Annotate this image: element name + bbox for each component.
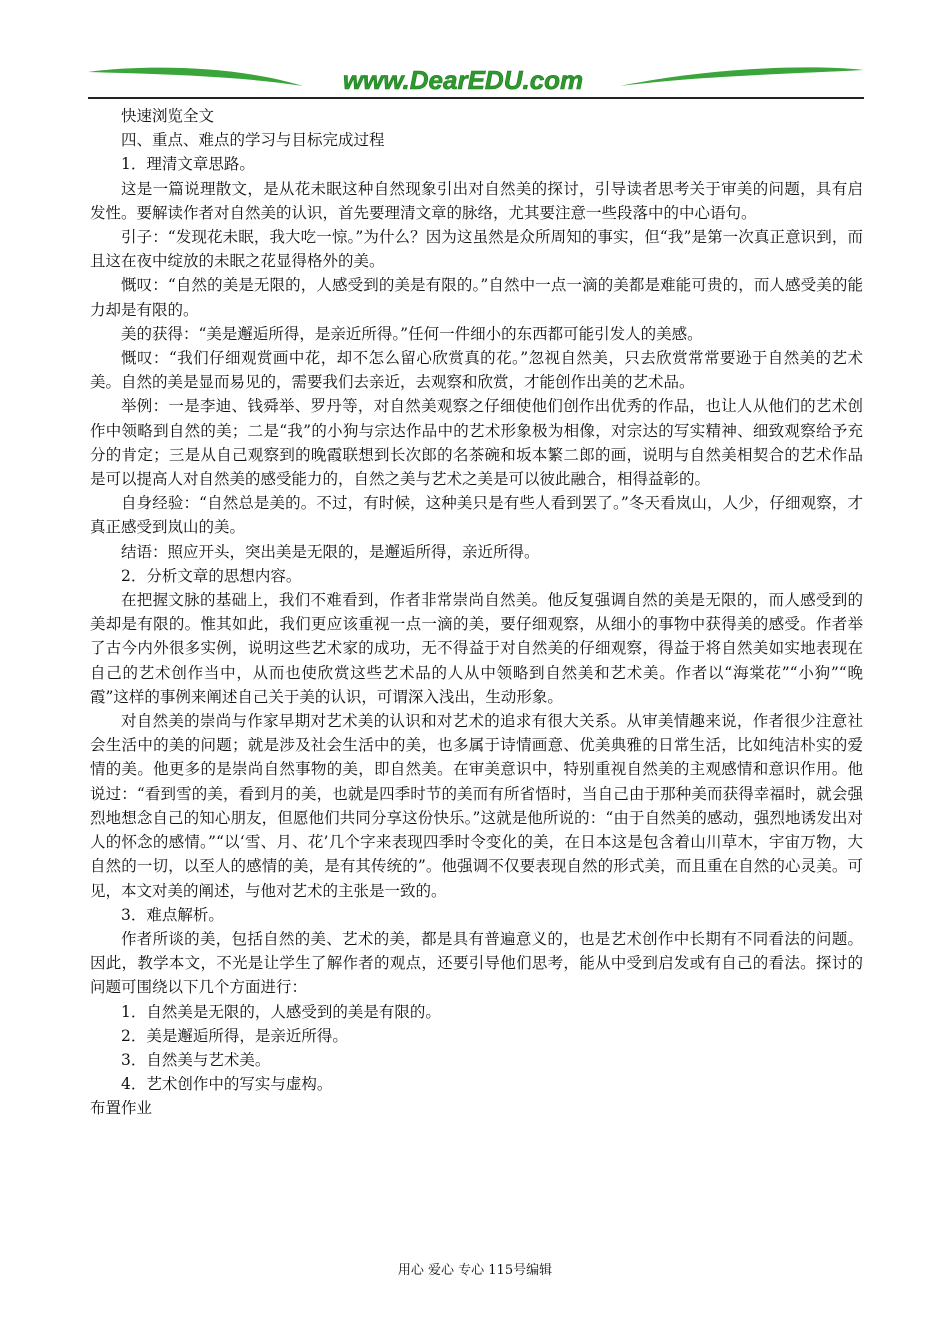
paragraph: 结语：照应开头，突出美是无限的，是邂逅所得，亲近所得。 (121, 542, 540, 561)
header-rule (88, 97, 864, 99)
list-item: 2．美是邂逅所得，是亲近所得。 (121, 1026, 348, 1045)
section-heading: 四、重点、难点的学习与目标完成过程 (121, 131, 385, 150)
subheading-1: 1．理清文章思路。 (121, 155, 255, 174)
paragraph: 对自然美的崇尚与作家早期对艺术美的认识和对艺术的追求有很大关系。从审美情趣来说，作者很少注意社会生活中的美的问题；就是涉及社会生活中的美，也多属于诗情画意、优美典雅的日常生活，比如纯洁朴实的爱情的美。他更多的是崇尚自然事物的美，即自然美。在审美意识中，特别重视自然美的主观感情和意识作用。他说过：“看到雪的美，看到月的美，也就是四季时节的美而有所省悟时，当自己由于那种美而获得幸福时，就会强烈地想念自己的知心朋友，但愿他们共同分享这份快乐。”这就是他所说的：“由于自然美的感动，强烈地诱发出对人的怀念的感情。”“以‘雪、月、花’几个字来表现四季时令变化的美，在日本这是包含着山川草木，宇宙万物，大自然的一切，以至人的感情的美，是有其传统的”。他强调不仅要表现自然的形式美，而且重在自然的心灵美。可见，本文对美的阐述，与他对艺术的主张是一致的。 (90, 712, 863, 900)
paragraph: 慨叹：“我们仔细观赏画中花，却不怎么留心欣赏真的花。”忽视自然美，只去欣赏常常要逊于自然美的艺术美。自然的美是显而易见的，需要我们去亲近，去观察和欣赏，才能创作出美的艺术品。 (90, 349, 863, 392)
logo-text: www.DearEDU.com (342, 65, 584, 95)
paragraph: 引子：“发现花未眠，我大吃一惊。”为什么？因为这虽然是众所周知的事实，但“我”是第一次真正意识到，而且这在夜中绽放的未眠之花显得格外的美。 (90, 228, 863, 271)
left-swoosh (88, 68, 303, 86)
list-item: 4．艺术创作中的写实与虚构。 (121, 1075, 333, 1094)
heading-homework: 布置作业 (90, 1099, 153, 1118)
subheading-3: 3．难点解析。 (121, 905, 224, 924)
site-logo-banner (88, 58, 864, 98)
right-swoosh (620, 67, 864, 86)
paragraph: 这是一篇说理散文，是从花未眠这种自然现象引出对自然美的探讨，引导读者思考关于审美的问题，具有启发性。要解读作者对自然美的认识，首先要理清文章的脉络，尤其要注意一些段落中的中心语句。 (90, 179, 863, 222)
list-item: 1．自然美是无限的，人感受到的美是有限的。 (121, 1002, 441, 1021)
paragraph: 美的获得：“美是邂逅所得，是亲近所得。”任何一件细小的东西都可能引发人的美感。 (121, 324, 703, 343)
page-footer: 用心 爱心 专心 115号编辑 (397, 1263, 553, 1278)
document-body (90, 104, 863, 1121)
list-item: 3．自然美与艺术美。 (121, 1050, 271, 1069)
subheading-2: 2．分析文章的思想内容。 (121, 566, 302, 585)
paragraph: 在把握文脉的基础上，我们不难看到，作者非常崇尚自然美。他反复强调自然的美是无限的，而人感受到的美却是有限的。惟其如此，我们更应该重视一点一滴的美，要仔细观察，从细小的事物中获得美的感受。作者举了古今内外很多实例，说明这些艺术家的成功，无不得益于对自然美的仔细观察，得益于将自然美如实地表现在自己的艺术创作当中，从而也使欣赏这些艺术品的人从中领略到自然美和艺术美。作者以“海棠花”“小狗”“晚霞”这样的事例来阐述自己关于美的认识，可谓深入浅出，生动形象。 (90, 591, 863, 706)
paragraph: 自身经验：“自然总是美的。不过，有时候，这种美只是有些人看到罢了。”冬天看岚山，人少，仔细观察，才真正感受到岚山的美。 (90, 494, 863, 537)
paragraph: 举例：一是李迪、钱舜举、罗丹等，对自然美观察之仔细使他们创作出优秀的作品，也让人从他们的艺术创作中领略到自然的美；二是“我”的小狗与宗达作品中的艺术形象极为相像，对宗达的写实精神、细致观察给予充分的肯定；三是从自己观察到的晚霞联想到长次郎的名茶碗和坂本繁二郎的画，说明与自然美相契合的艺术作品是可以提高人对自然美的感受能力的，自然之美与艺术之美是可以彼此融合，相得益彰的。 (90, 397, 863, 489)
paragraph: 慨叹：“自然的美是无限的，人感受到的美是有限的。”自然中一点一滴的美都是难能可贵的，而人感受美的能力却是有限的。 (90, 276, 863, 319)
paragraph: 作者所谈的美，包括自然的美、艺术的美，都是具有普遍意义的，也是艺术创作中长期有不同看法的问题。因此，教学本文，不光是让学生了解作者的观点，还要引导他们思考，能从中受到启发或有自己的看法。探讨的问题可围绕以下几个方面进行： (90, 929, 863, 997)
heading-quick-browse: 快速浏览全文 (121, 107, 215, 125)
